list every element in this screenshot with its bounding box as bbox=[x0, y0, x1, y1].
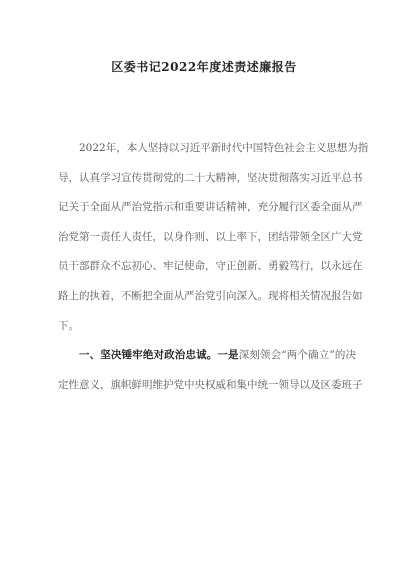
paragraph-line: 定性意义，旗帜鲜明维护党中央权威和集中统一领导以及区委班子 bbox=[58, 378, 363, 391]
section-text: 深刻领会“两个确立”的决 bbox=[238, 349, 356, 362]
section-heading: 一、坚决锤牢绝对政治忠诚。 bbox=[79, 349, 218, 362]
paragraph-line: 治党第一责任人责任，以身作则、以上率下，团结带领全区广大党 bbox=[58, 230, 363, 243]
document-body bbox=[58, 134, 369, 400]
paragraph-line: 下。 bbox=[58, 319, 79, 332]
paragraph-line: 2022年，本人坚持以习近平新时代中国特色社会主义思想为指 bbox=[79, 142, 369, 154]
paragraph-line: 员干部群众不忘初心、牢记使命，守正创新、勇毅笃行，以永远在 bbox=[58, 260, 363, 273]
paragraph-line: 路上的执着，不断把全面从严治党引向深入。现将相关情况报告如 bbox=[58, 289, 363, 302]
section-heading-line bbox=[58, 341, 356, 371]
paragraph-line: 记关于全面从严治党指示和重要讲话精神，充分履行区委全面从严 bbox=[58, 201, 363, 214]
document-title: 区委书记2022年度述责述廉报告 bbox=[111, 60, 297, 74]
section-lead: 一是 bbox=[217, 349, 239, 362]
paragraph-line: 导，认真学习宣传贯彻党的二十大精神，坚决贯彻落实习近平总书 bbox=[58, 171, 363, 184]
